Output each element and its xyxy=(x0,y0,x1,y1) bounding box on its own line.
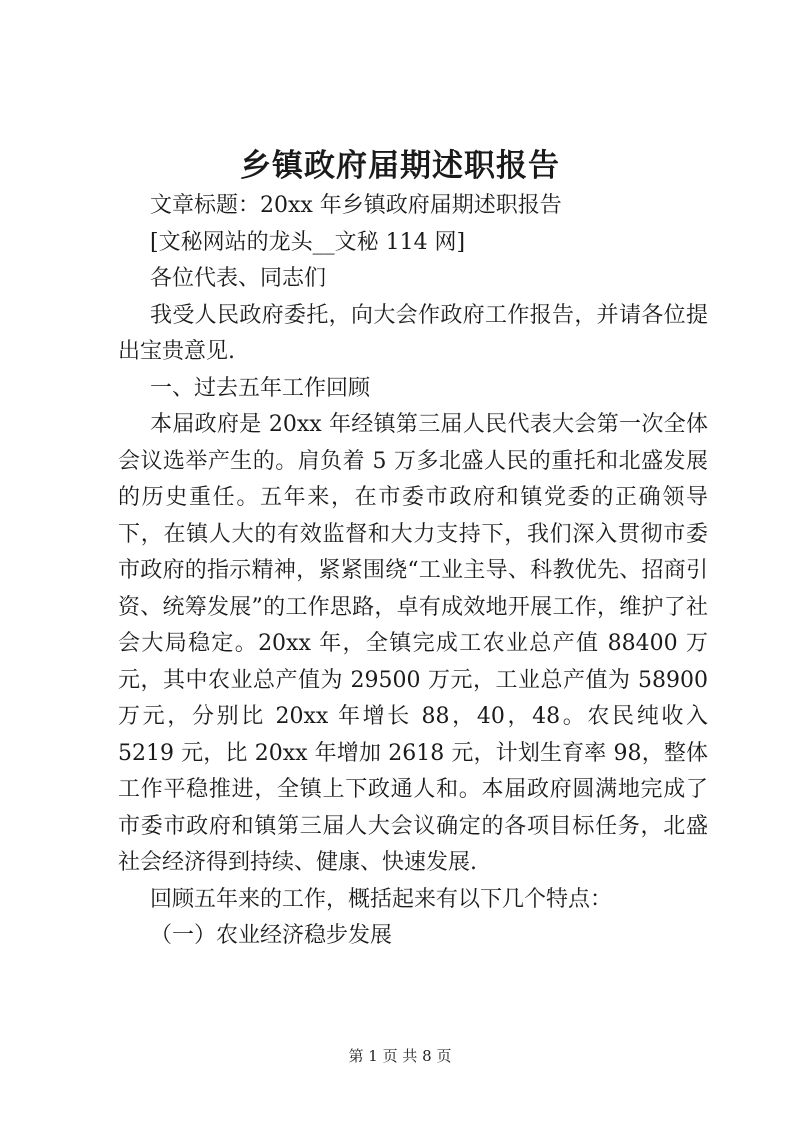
document-title: 乡镇政府届期述职报告 xyxy=(240,148,560,184)
article-title-line: 文章标题：20xx 年乡镇政府届期述职报告 xyxy=(150,193,562,218)
source-line: [文秘网站的龙头__文秘 114 网] xyxy=(150,229,466,255)
summary-paragraph: 回顾五年来的工作，概括起来有以下几个特点： xyxy=(150,886,613,912)
section-heading: 一、过去五年工作回顾 xyxy=(150,375,371,401)
salutation: 各位代表、同志们 xyxy=(150,266,327,291)
subsection-heading: （一）农业经济稳步发展 xyxy=(150,923,393,948)
intro-paragraph: 我受人民政府委托，向大会作政府工作报告，并请各位提出宝贵意见. xyxy=(118,302,708,364)
review-paragraph: 本届政府是 20xx 年经镇第三届人民代表大会第一次全体会议选举产生的。肩负着 5 万多北盛人民的重托和北盛发展的历史重任。五年来，在市委市政府和镇党委的正确领导下，在镇人大的有效监督和大力支持下，我们深入贯彻市委市政府的指示精神，紧紧围绕“工业主导、科教优先、招商引资、统筹发展”的工作思路，卓有成效地开展工作，维护了社会大局稳定。20xx 年，全镇完成工农业总产值 88400 万元，其中农业总产值为 29500 万元，工业总产值为 58900 万元，分别比 20xx 年增长 88，40，48。农民纯收入 5219 元，比 20xx 年增加 2618 元，计划生育率 98，整体工作平稳推进，全镇上下政通人和。本届政府圆满地完成了市委市政府和镇第三届人大会议确定的各项目标任务，北盛社会经济得到持续、健康、快速发展. xyxy=(118,412,708,875)
document-body xyxy=(118,188,708,955)
page-footer: 第 1 页 共 8 页 xyxy=(348,1047,452,1065)
